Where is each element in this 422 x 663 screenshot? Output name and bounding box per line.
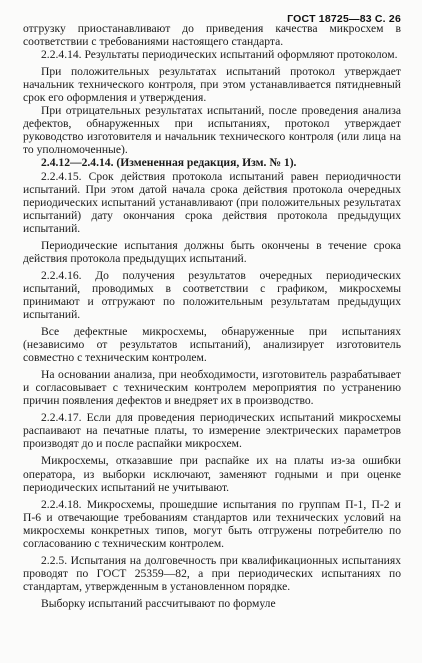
paragraph-3: При положительных результатах испытаний протокол утверждает начальник технического контроля, при этом устанавливается пятидневный срок его оформления и утверждения. xyxy=(23,65,401,105)
paragraph-6: 2.2.4.15. Срок действия протокола испытаний равен периодичности испытаний. При этом датой начала срока действия протокола очередных периодических испытаний устанавливают (при положительных результатах испытаний) дату окончания срока действия протокола предыдущих испытаний. xyxy=(23,169,401,235)
paragraph-5-amendment: 2.4.12—2.4.14. (Измененная редакция, Изм. № 1). xyxy=(41,156,297,170)
paragraph-2: 2.2.4.14. Результаты периодических испытаний оформляют протоколом. xyxy=(41,48,398,62)
paragraph-7: Периодические испытания должны быть окончены в течение срока действия протокола предыдущих испытаний. xyxy=(23,238,401,265)
paragraph-9: Все дефектные микросхемы, обнаруженные при испытаниях (независимо от результатов испытаний), анализирует изготовитель совместно с техническим контролем. xyxy=(23,325,401,365)
paragraph-15: Выборку испытаний рассчитывают по формуле xyxy=(41,596,276,610)
paragraph-12: Микросхемы, отказавшие при распайке их на платы из-за ошибки оператора, из выборки исключают, заменяют годными и при оценке периодических испытаний не учитывают. xyxy=(23,454,401,494)
paragraph-14: 2.2.5. Испытания на долговечность при квалификационных испытаниях проводят по ГОСТ 25359—82, а при периодических испытаниях по стандартам, утвержденным в установленном порядке. xyxy=(23,553,401,593)
paragraph-4: При отрицательных результатах испытаний, после проведения анализа дефектов, обнаруженных при испытаниях, протокол утверждает руководство изготовителя и начальник технического контроля (или лица на то уполномоченные). xyxy=(23,104,401,157)
paragraph-13: 2.2.4.18. Микросхемы, прошедшие испытания по группам П-1, П-2 и П-6 и отвечающие требованиям стандартов или технических условий на микросхемы конкретных типов, могут быть отгружены потребителю по согласованию с техническим контролем. xyxy=(23,497,401,550)
paragraph-1: отгрузку приостанавливают до приведения качества микросхем в соответствии с требованиями настоящего стандарта. xyxy=(23,22,401,49)
paragraph-10: На основании анализа, при необходимости, изготовитель разрабатывает и согласовывает с техническим контролем мероприятия по устранению причин появления дефектов и внедряет их в производство. xyxy=(23,368,401,408)
paragraph-11: 2.2.4.17. Если для проведения периодических испытаний микросхемы распаивают на печатные платы, то измерение электрических параметров производят до и после распайки микросхем. xyxy=(23,411,401,451)
page-header: ГОСТ 18725—83 С. 26 xyxy=(287,13,401,25)
paragraph-8: 2.2.4.16. До получения результатов очередных периодических испытаний, проводимых в соответствии с графиком, микросхемы принимают и отгружают по положительным результатам предыдущих испытаний. xyxy=(23,268,401,321)
